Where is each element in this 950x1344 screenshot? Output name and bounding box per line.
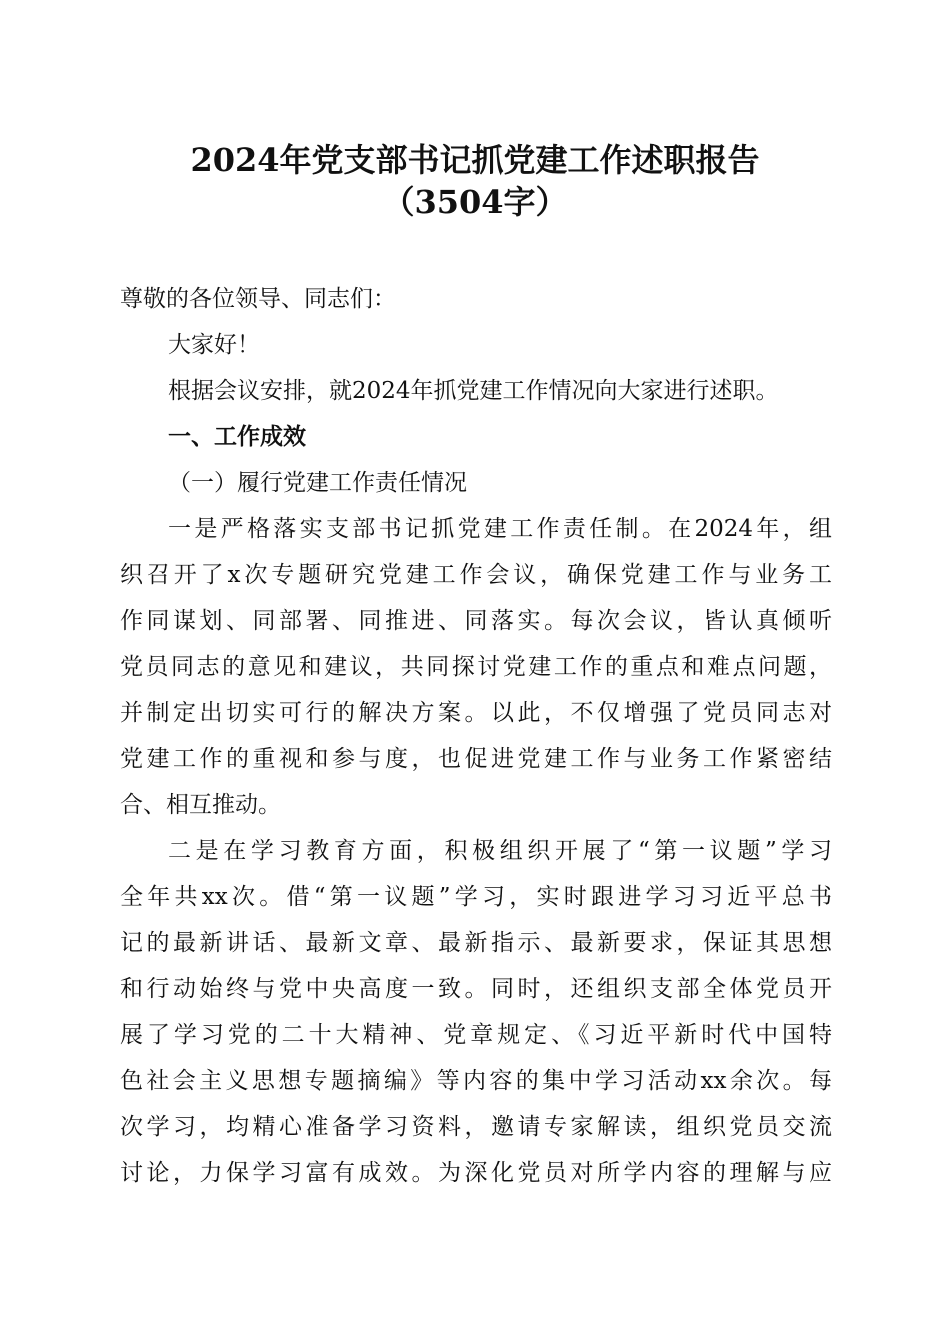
subsection-heading: （一）履行党建工作责任情况 xyxy=(168,470,467,496)
salutation: 尊敬的各位领导、同志们： xyxy=(120,286,396,312)
paragraph-line xyxy=(120,874,832,920)
paragraph-line xyxy=(120,552,832,598)
paragraph-line xyxy=(120,598,832,644)
paragraph-line xyxy=(120,782,832,828)
section-heading: 一、工作成效 xyxy=(168,423,306,450)
paragraph-study-education xyxy=(120,828,832,1196)
paragraph-line-text: 合、相互推动。 xyxy=(120,792,281,818)
paragraph-line xyxy=(120,966,832,1012)
paragraph-line xyxy=(120,920,832,966)
paragraph-line xyxy=(120,1104,832,1150)
paragraph-line-text: 次学习，均精心准备学习资料，邀请专家解读，组织党员交流 xyxy=(120,1114,832,1140)
paragraph-line-text: 色社会主义思想专题摘编》等内容的集中学习活动xx余次。每 xyxy=(120,1068,832,1094)
paragraph-line xyxy=(120,506,832,552)
paragraph-line xyxy=(120,1150,832,1196)
paragraph-line-text: 织召开了x次专题研究党建工作会议，确保党建工作与业务工 xyxy=(120,562,832,588)
paragraph-line-text: 讨论，力保学习富有成效。为深化党员对所学内容的理解与应 xyxy=(120,1160,832,1186)
paragraph-line-text: 党建工作的重视和参与度，也促进党建工作与业务工作紧密结 xyxy=(120,746,832,772)
paragraph-line-text: 作同谋划、同部署、同推进、同落实。每次会议，皆认真倾听 xyxy=(120,608,832,634)
document-title-word-count: （3504字） xyxy=(382,183,568,221)
paragraph-line xyxy=(120,1012,832,1058)
paragraph-line-text: 全年共xx次。借“第一议题”学习，实时跟进学习习近平总书 xyxy=(120,884,832,910)
paragraph-line xyxy=(120,1058,832,1104)
paragraph-line-text: 和行动始终与党中央高度一致。同时，还组织支部全体党员开 xyxy=(120,976,832,1002)
document-body xyxy=(120,276,832,1196)
paragraph-line xyxy=(120,644,832,690)
greeting: 大家好！ xyxy=(168,332,260,358)
paragraph-line xyxy=(120,736,832,782)
paragraph-line xyxy=(120,828,832,874)
paragraph-line xyxy=(120,690,832,736)
paragraph-line-text: 展了学习党的二十大精神、党章规定、《习近平新时代中国特 xyxy=(120,1022,832,1048)
paragraph-line-text: 一是严格落实支部书记抓党建工作责任制。在2024年，组 xyxy=(168,516,832,542)
intro-paragraph: 根据会议安排，就2024年抓党建工作情况向大家进行述职。 xyxy=(168,378,779,404)
paragraph-line-text: 记的最新讲话、最新文章、最新指示、最新要求，保证其思想 xyxy=(120,930,832,956)
paragraph-line-text: 二是在学习教育方面，积极组织开展了“第一议题”学习 xyxy=(168,838,832,864)
paragraph-line-text: 党员同志的意见和建议，共同探讨党建工作的重点和难点问题， xyxy=(120,654,832,680)
paragraph-line-text: 并制定出切实可行的解决方案。以此，不仅增强了党员同志对 xyxy=(120,700,832,726)
paragraph-responsibility xyxy=(120,506,832,828)
document-title: 2024年党支部书记抓党建工作述职报告 xyxy=(190,141,760,179)
